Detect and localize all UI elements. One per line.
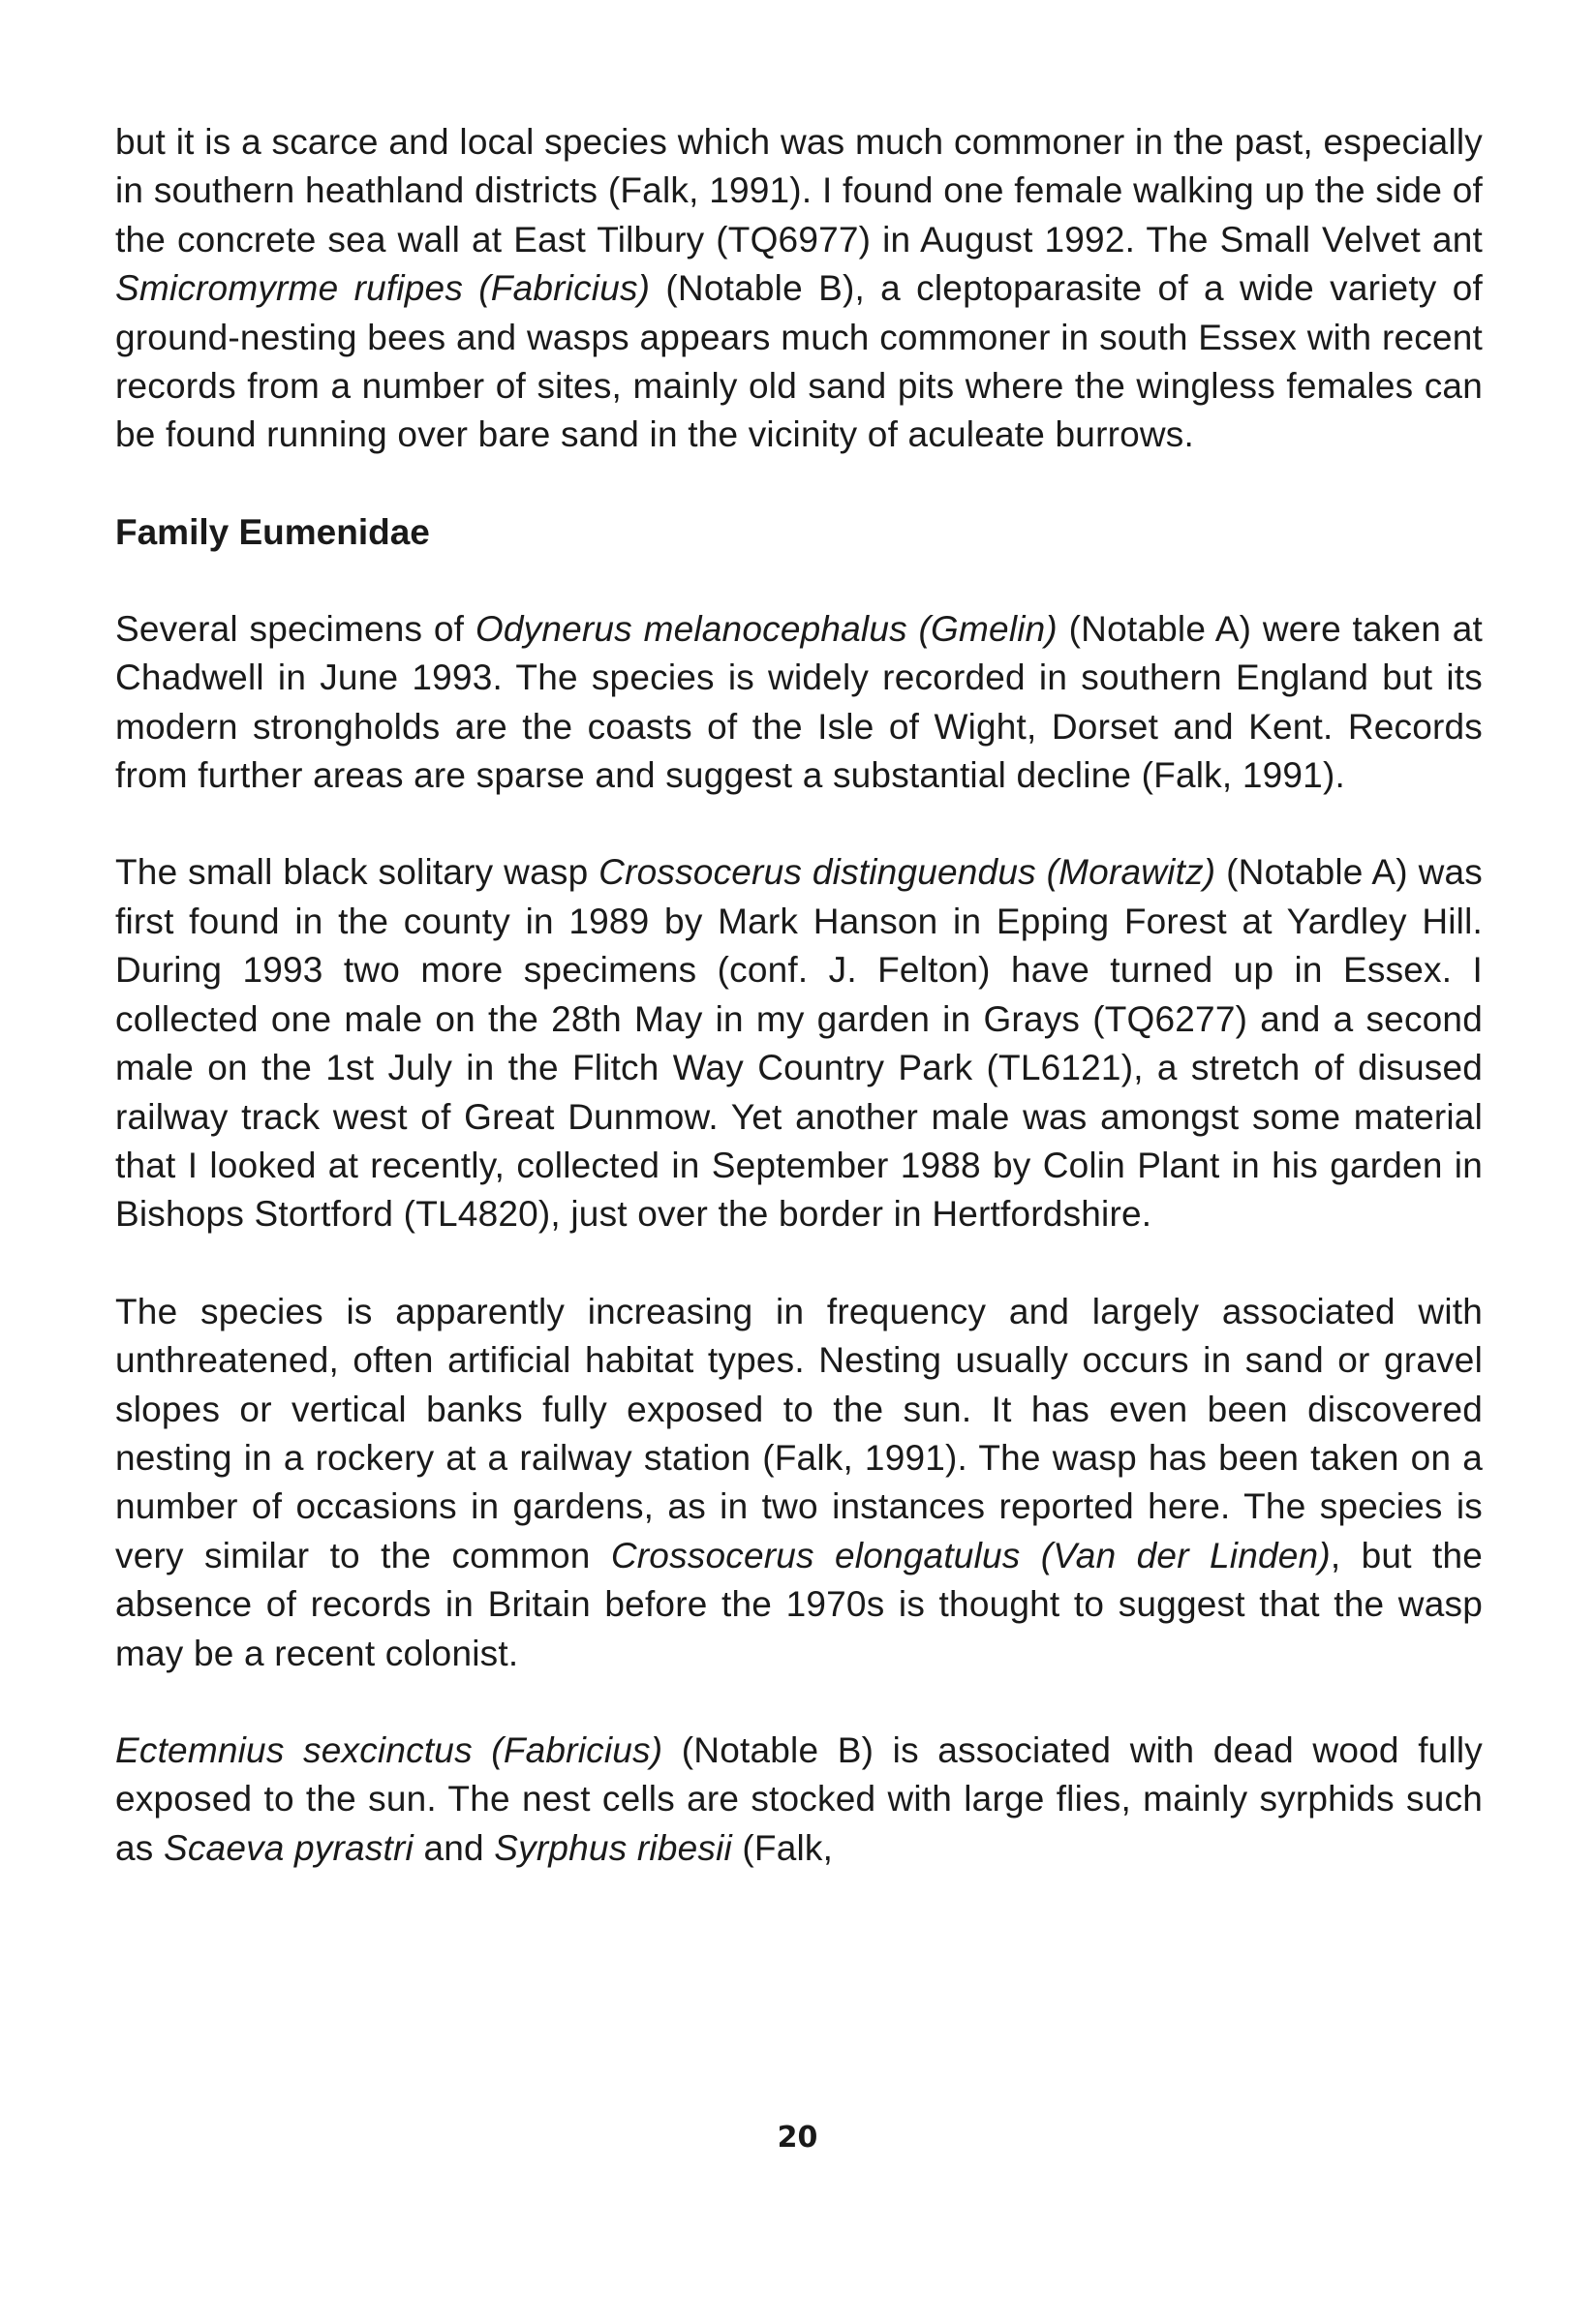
species-name: Crossocerus distinguendus (Morawitz) — [598, 852, 1216, 893]
page-body — [115, 118, 1483, 1921]
paragraph-species-habitat: The species is apparently increasing in frequency and largely associated with unthreatened, often artificial habitat types. Nesting usually occurs in sand or gravel slopes or vertical banks fully exposed to the sun. It has even been discovered nesting in a rockery at a railway station (Falk, 1991). The wasp has been taken on a number of occasions in gardens, as in two instances reported here. The species is very similar to the common Crossocerus elongatulus (Van der Linden), but the absence of records in Britain before the 1970s is thought to suggest that the wasp may be a recent colonist. — [115, 1291, 1484, 1673]
species-name: Scaeva pyrastri — [163, 1827, 414, 1868]
species-name: Ectemnius sexcinctus (Fabricius) — [115, 1729, 663, 1770]
paragraph-ectemnius: Ectemnius sexcinctus (Fabricius) (Notable B) is associated with dead wood fully exposed to the sun. The nest cells are stocked with large flies, mainly syrphids such as Scaeva pyrastri and Syrphus ribesii (Falk, — [115, 1729, 1483, 1868]
page-number: 20 — [777, 2121, 818, 2155]
paragraph-crossocerus-distinguendus: The small black solitary wasp Crossocerus distinguendus (Morawitz) (Notable A) was first found in the county in 1989 by Mark Hanson in Epping Forest at Yardley Hill. During 1993 two more specimens (conf. J. Felton) have turned up in Essex. I collected one male on the 28th May in my garden in Grays (TQ6277) and a second male on the 1st July in the Flitch Way Country Park (TL6121), a stretch of disused railway track west of Great Dunmow. Yet another male was amongst some material that I looked at recently, collected in September 1988 by Colin Plant in his garden in Bishops Stortford (TL4820), just over the border in Hertfordshire. — [115, 852, 1483, 1235]
paragraph-mutillidae-continued: but it is a scarce and local species which was much commoner in the past, especially in southern heathland districts (Falk, 1991). I found one female walking up the side of the concrete sea wall at East Tilbury (TQ6977) in August 1992. The Small Velvet ant Smicromyrme rufipes (Fabricius) (Notable B), a cleptoparasite of a wide variety of ground-nesting bees and wasps appears much commoner in south Essex with recent records from a number of sites, mainly old sand pits where the wingless females can be found running over bare sand in the vicinity of aculeate burrows. — [115, 122, 1483, 455]
species-name: Smicromyrme rufipes (Fabricius) — [115, 268, 651, 309]
species-name: Syrphus ribesii — [494, 1827, 732, 1868]
paragraph-odynerus: Several specimens of Odynerus melanocephalus (Gmelin) (Notable A) were taken at Chadwell in June 1993. The species is widely recorded in southern England but its modern strongholds are the coasts of the Isle of Wight, Dorset and Kent. Records from further areas are sparse and suggest a substantial decline (Falk, 1991). — [115, 608, 1484, 796]
species-name: Crossocerus elongatulus (Van der Linden) — [610, 1535, 1331, 1575]
species-name: Odynerus melanocephalus (Gmelin) — [475, 608, 1058, 649]
section-heading-eumenidae: Family Eumenidae — [115, 511, 430, 552]
